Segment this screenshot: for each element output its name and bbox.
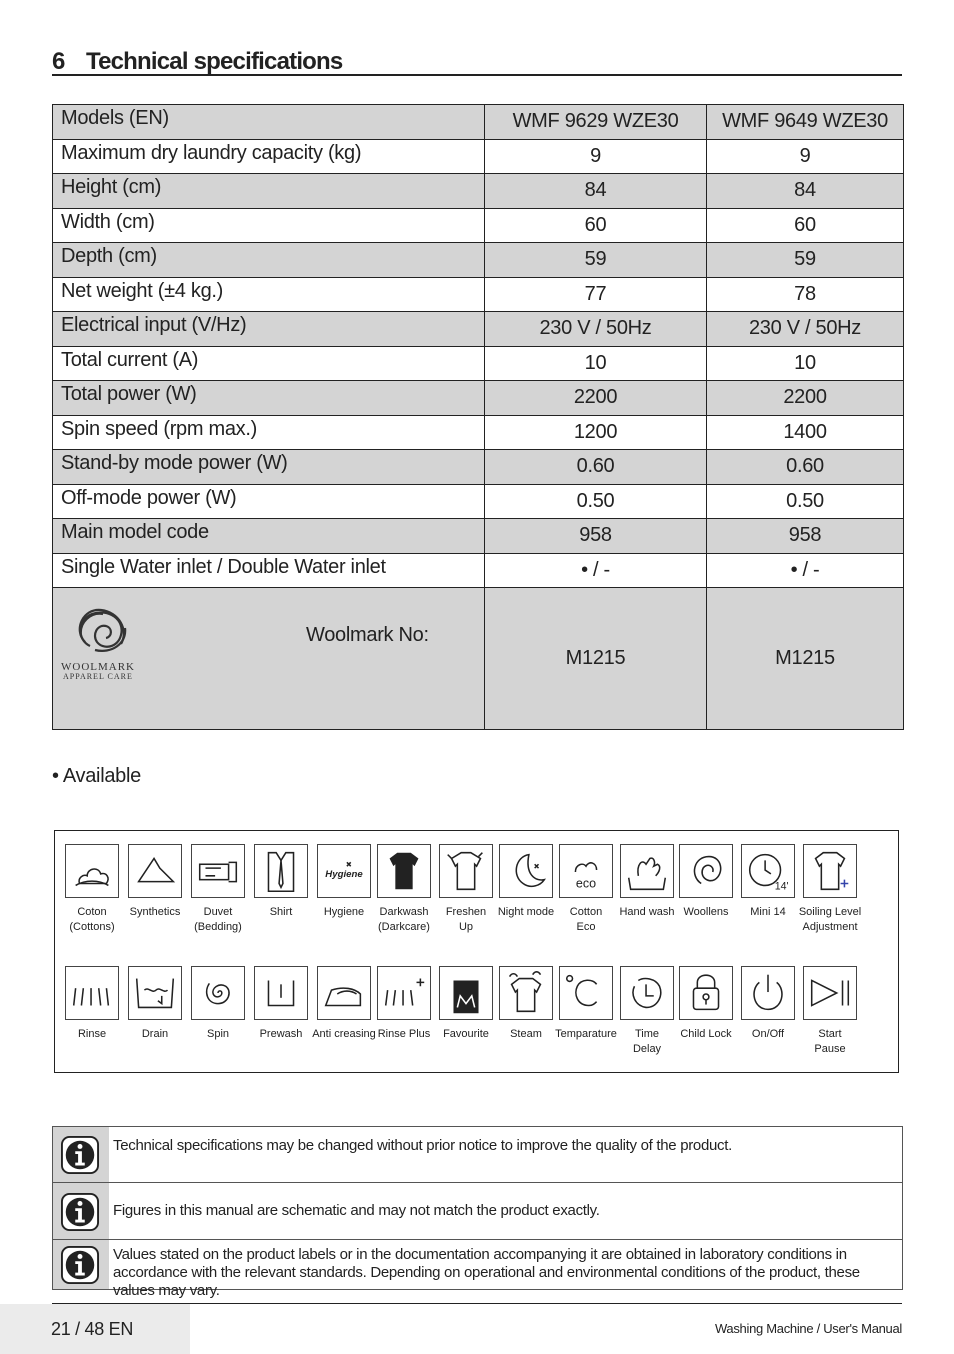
synthetics-caption: Synthetics xyxy=(129,906,181,918)
woolmark-number-b: M1215 xyxy=(707,588,904,730)
model-a-value: 9 xyxy=(485,139,707,174)
specifications-table xyxy=(52,104,904,730)
table-row xyxy=(53,208,904,243)
drain-icon xyxy=(128,966,182,1020)
rinse-plus-icon xyxy=(377,966,431,1020)
model-a-value: 0.50 xyxy=(485,484,707,519)
spin-caption: Spin xyxy=(206,1028,230,1040)
info-icon xyxy=(61,1246,99,1284)
model-b-value: 230 V / 50Hz xyxy=(707,312,904,347)
row-label: Net weight (±4 kg.) xyxy=(53,277,485,312)
cotton-icon xyxy=(65,844,119,898)
freshen-up-caption: Freshen Up xyxy=(445,906,487,933)
table-row xyxy=(53,139,904,174)
model-a-value: 0.60 xyxy=(485,450,707,485)
info-icon xyxy=(61,1193,99,1231)
note-text: Technical specifications may be changed without prior notice to improve the quality of the product. xyxy=(113,1137,732,1154)
row-label: Total current (A) xyxy=(53,346,485,381)
child-lock-icon xyxy=(679,966,733,1020)
night-mode-caption: Night mode xyxy=(497,906,555,918)
synthetics-icon xyxy=(128,844,182,898)
model-a-value: 230 V / 50Hz xyxy=(485,312,707,347)
model-b-value: • / - xyxy=(707,553,904,588)
row-label: Off-mode power (W) xyxy=(53,484,485,519)
model-b-value: 9 xyxy=(707,139,904,174)
row-label: Spin speed (rpm max.) xyxy=(53,415,485,450)
model-a-value: 60 xyxy=(485,208,707,243)
anti-creasing-icon xyxy=(317,966,371,1020)
model-a-value: 59 xyxy=(485,243,707,278)
rinse-icon xyxy=(65,966,119,1020)
row-label: Depth (cm) xyxy=(53,243,485,278)
mini-14-caption: Mini 14 xyxy=(750,906,786,918)
note-text: Values stated on the product labels or in the documentation accompanying it are obtained in laboratory conditions in accordance with the relevant standards. Depending on operational and environmental conditions of the product, these values may vary. xyxy=(113,1246,860,1299)
duvet-caption: Duvet (Bedding) xyxy=(194,906,242,933)
woolmark-label-cell xyxy=(53,588,485,730)
svg-text:eco: eco xyxy=(575,876,597,891)
row-label: Stand-by mode power (W) xyxy=(53,450,485,485)
model-b-value: 84 xyxy=(707,174,904,209)
cotton-caption: Coton (Cottons) xyxy=(69,906,115,933)
table-row xyxy=(53,243,904,278)
temperature-icon xyxy=(559,966,613,1020)
section-title: Technical specifications xyxy=(86,48,343,75)
spin-icon xyxy=(191,966,245,1020)
row-label: Single Water inlet / Double Water inlet xyxy=(53,553,485,588)
table-row xyxy=(53,450,904,485)
woollens-icon xyxy=(679,844,733,898)
table-row xyxy=(53,484,904,519)
row-label: Main model code xyxy=(53,519,485,554)
model-a-value: 10 xyxy=(485,346,707,381)
table-row xyxy=(53,277,904,312)
section-heading xyxy=(52,46,902,76)
table-row xyxy=(53,553,904,588)
child-lock-caption: Child Lock xyxy=(680,1028,732,1040)
darkwash-caption: Darkwash (Darkcare) xyxy=(378,906,430,933)
available-legend: • Available xyxy=(52,765,141,787)
favourite-caption: Favourite xyxy=(443,1028,489,1040)
cotton-eco-icon xyxy=(559,844,613,898)
woollens-caption: Woollens xyxy=(683,906,729,918)
section-number: 6 xyxy=(52,48,65,75)
table-row xyxy=(53,174,904,209)
hand-wash-caption: Hand wash xyxy=(619,906,675,918)
row-label: Maximum dry laundry capacity (kg) xyxy=(53,139,485,174)
start-pause-icon xyxy=(803,966,857,1020)
shirt-caption: Shirt xyxy=(269,906,293,918)
hand-wash-icon xyxy=(620,844,674,898)
model-a-value: 958 xyxy=(485,519,707,554)
woolmark-logo-subtext: APPAREL CARE xyxy=(63,672,133,681)
model-a-name: WMF 9629 WZE30 xyxy=(485,105,707,140)
note-text: Figures in this manual are schematic and may not match the product exactly. xyxy=(113,1202,600,1219)
drain-caption: Drain xyxy=(141,1028,169,1040)
favourite-icon xyxy=(439,966,493,1020)
freshen-up-icon xyxy=(439,844,493,898)
program-icons-legend xyxy=(54,830,899,1073)
hygiene-icon xyxy=(317,844,371,898)
model-b-value: 78 xyxy=(707,277,904,312)
darkwash-icon xyxy=(377,844,431,898)
time-delay-icon xyxy=(620,966,674,1020)
woolmark-logo-text: WOOLMARK xyxy=(61,661,135,673)
table-row xyxy=(53,312,904,347)
table-row xyxy=(53,381,904,416)
table-row xyxy=(53,415,904,450)
steam-caption: Steam xyxy=(510,1028,542,1040)
model-a-value: 77 xyxy=(485,277,707,312)
woolmark-number-a: M1215 xyxy=(485,588,707,730)
woolmark-row xyxy=(53,588,904,730)
models-label: Models (EN) xyxy=(53,105,485,140)
model-b-value: 1400 xyxy=(707,415,904,450)
model-b-value: 2200 xyxy=(707,381,904,416)
row-label: Width (cm) xyxy=(53,208,485,243)
table-row xyxy=(53,346,904,381)
time-delay-caption: Time Delay xyxy=(632,1028,662,1055)
on-off-icon xyxy=(741,966,795,1020)
model-b-value: 958 xyxy=(707,519,904,554)
info-note xyxy=(52,1239,903,1299)
cotton-eco-caption: Cotton Eco xyxy=(569,906,603,933)
row-label: Total power (W) xyxy=(53,381,485,416)
duvet-icon xyxy=(191,844,245,898)
model-a-value: • / - xyxy=(485,553,707,588)
rinse-caption: Rinse xyxy=(77,1028,107,1040)
row-label: Height (cm) xyxy=(53,174,485,209)
prewash-caption: Prewash xyxy=(259,1028,303,1040)
model-b-value: 0.60 xyxy=(707,450,904,485)
svg-text:14': 14' xyxy=(774,880,789,893)
night-mode-icon xyxy=(499,844,553,898)
model-b-name: WMF 9649 WZE30 xyxy=(707,105,904,140)
model-a-value: 1200 xyxy=(485,415,707,450)
mini-14-icon xyxy=(741,844,795,898)
model-a-value: 2200 xyxy=(485,381,707,416)
row-label: Electrical input (V/Hz) xyxy=(53,312,485,347)
soiling-level-caption: Soiling Level Adjustment xyxy=(798,906,862,933)
table-row xyxy=(53,519,904,554)
svg-text:Hygiene: Hygiene xyxy=(325,868,363,880)
steam-icon xyxy=(499,966,553,1020)
start-pause-caption: Start Pause xyxy=(814,1028,846,1055)
shirt-icon xyxy=(254,844,308,898)
hygiene-caption: Hygiene xyxy=(323,906,365,918)
info-icon xyxy=(61,1136,99,1174)
model-b-value: 10 xyxy=(707,346,904,381)
table-header-row xyxy=(53,105,904,140)
info-note xyxy=(52,1126,903,1183)
model-b-value: 60 xyxy=(707,208,904,243)
info-note xyxy=(52,1182,903,1240)
model-b-value: 0.50 xyxy=(707,484,904,519)
rinse-plus-caption: Rinse Plus xyxy=(377,1028,431,1040)
model-b-value: 59 xyxy=(707,243,904,278)
on-off-caption: On/Off xyxy=(751,1028,785,1040)
temperature-caption: Temparature xyxy=(555,1028,617,1040)
manual-title: Washing Machine / User's Manual xyxy=(714,1321,902,1336)
anti-creasing-caption: Anti creasing xyxy=(312,1028,376,1040)
woolmark-label: Woolmark No: xyxy=(306,624,429,646)
model-a-value: 84 xyxy=(485,174,707,209)
page-number: 21 / 48 EN xyxy=(51,1319,134,1339)
soiling-level-icon xyxy=(803,844,857,898)
woolmark-logo xyxy=(59,602,149,682)
prewash-icon xyxy=(254,966,308,1020)
